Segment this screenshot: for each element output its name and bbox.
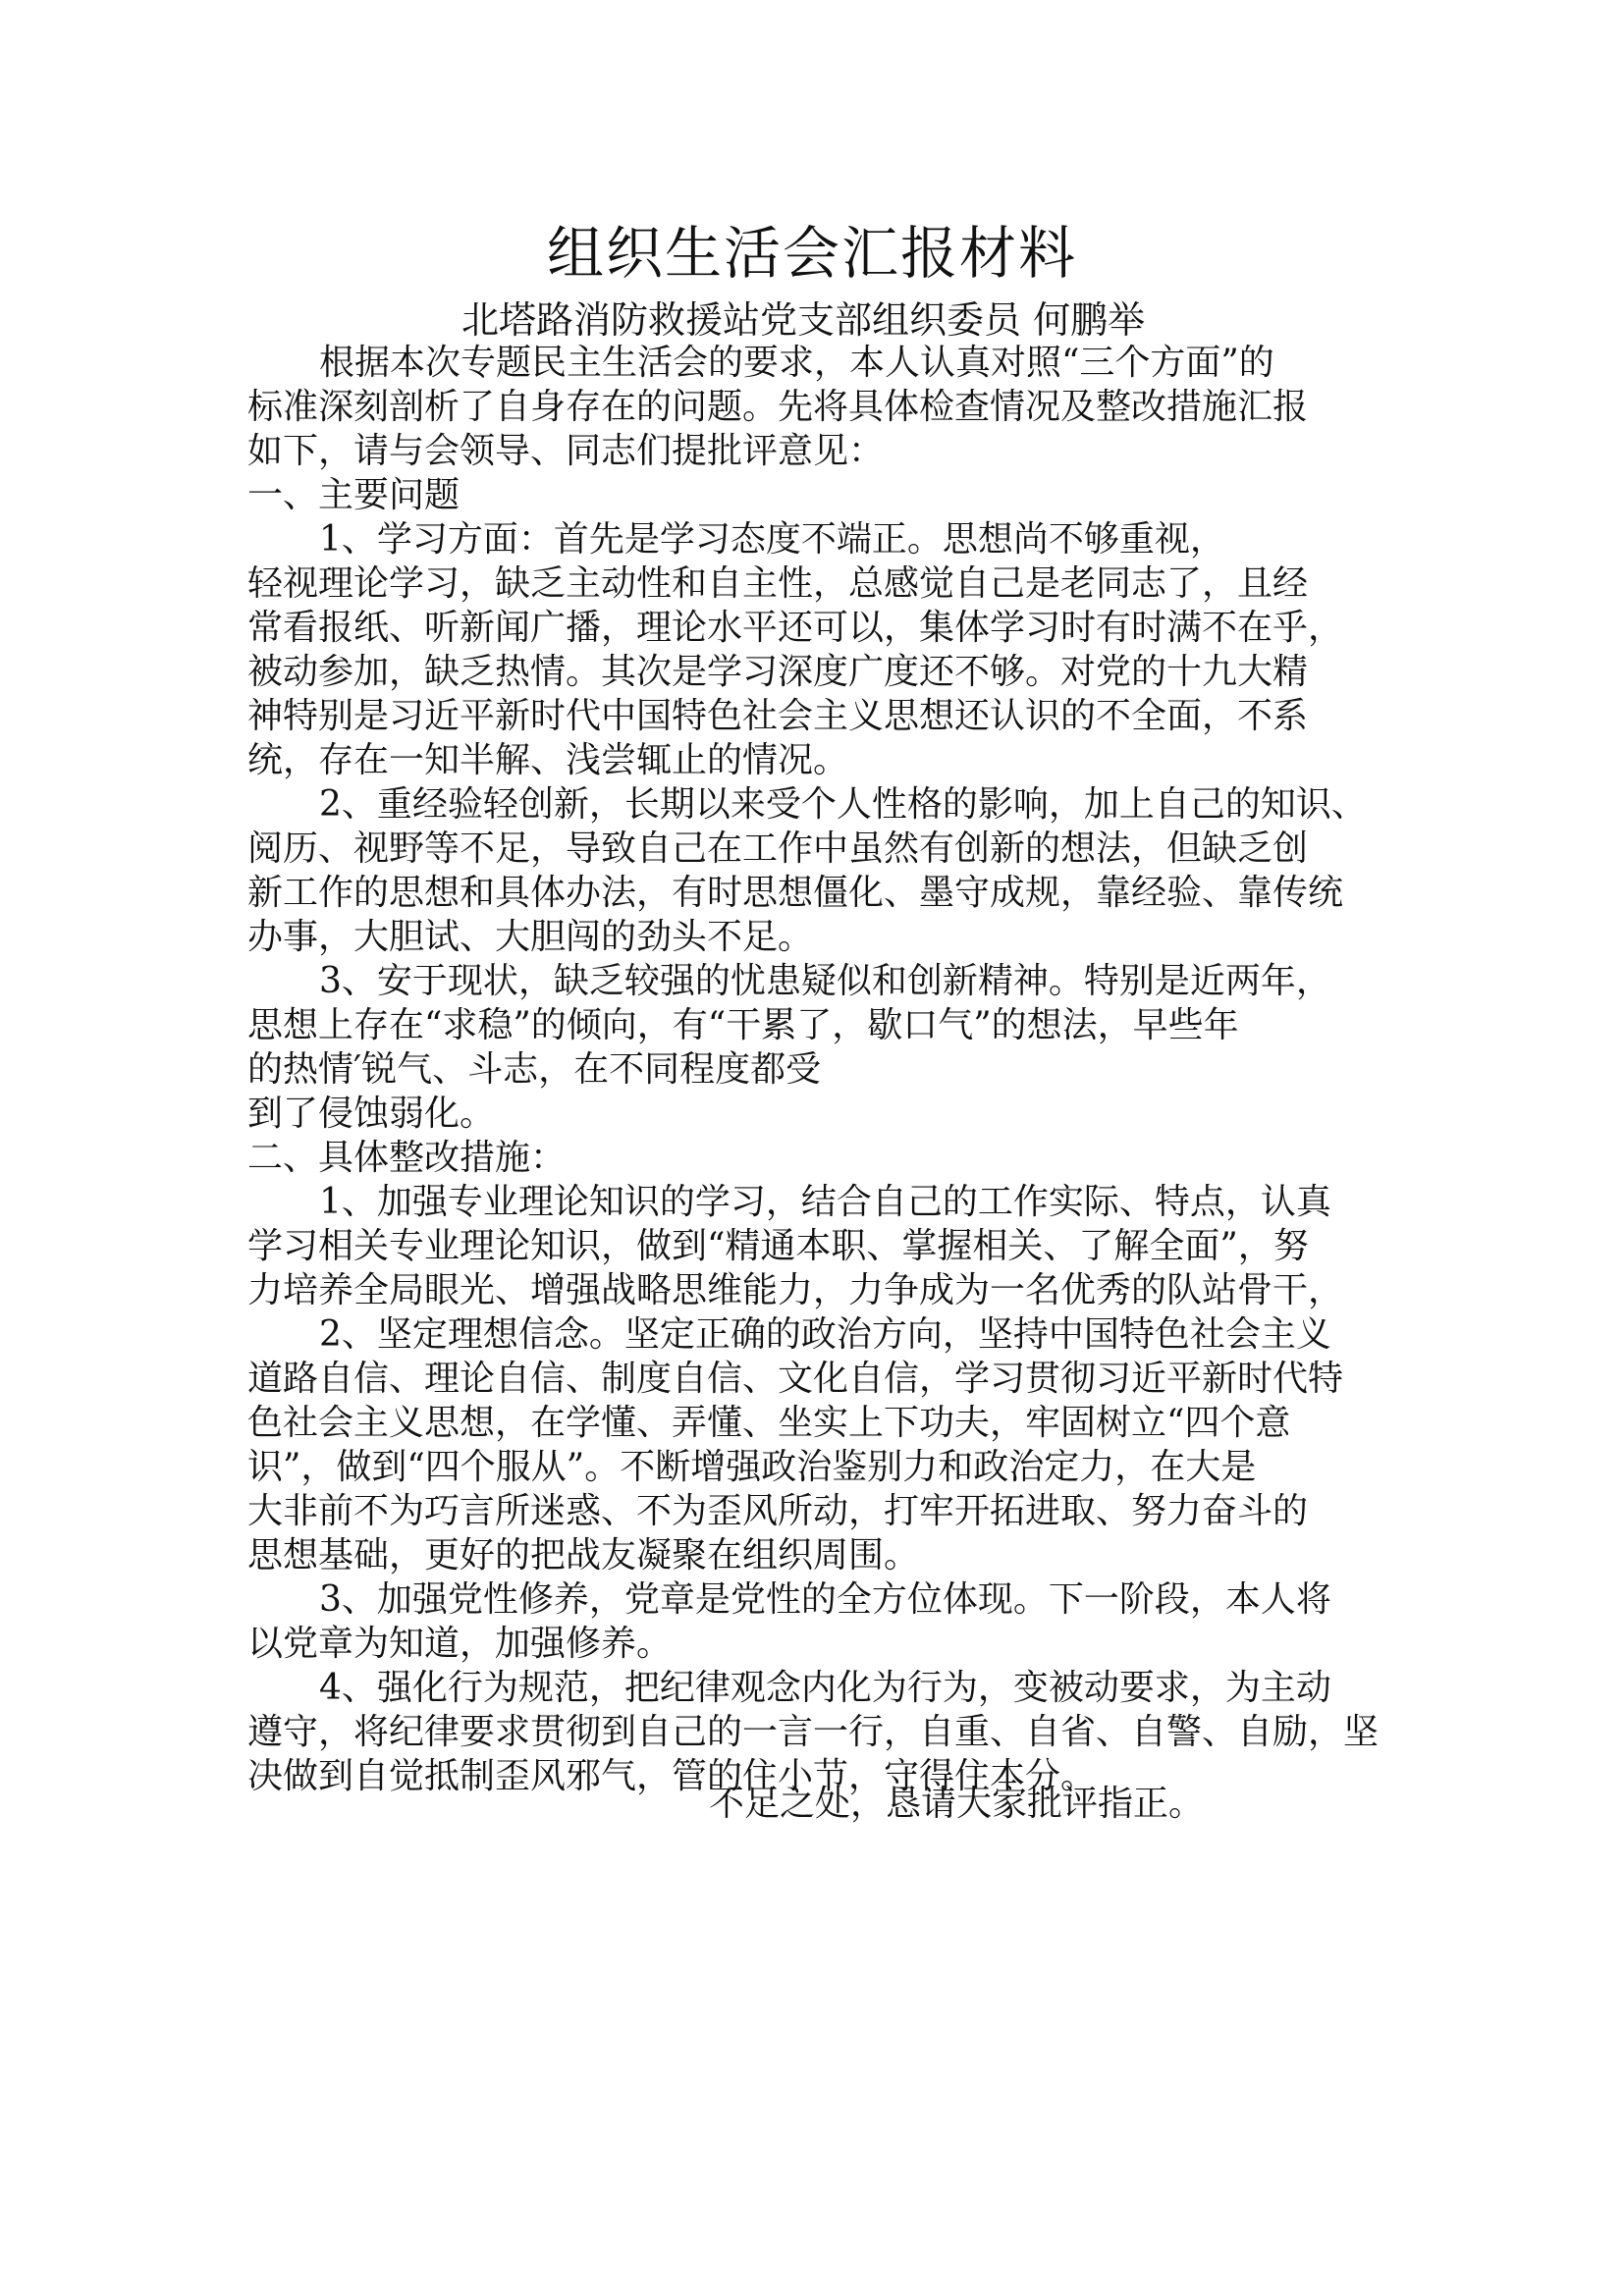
body-line: 轻视理论学习，缺乏主动性和自主性，总感觉自己是老同志了，且经	[247, 563, 1309, 604]
body-line: 大非前不为巧言所迷惑、不为歪风所动，打牢开拓进取、努力奋斗的	[247, 1491, 1309, 1531]
body-line: 被动参加，缺乏热情。其次是学习深度广度还不够。对党的十九大精	[247, 652, 1309, 692]
body-line: 色社会主义思想，在学懂、弄懂、坐实上下功夫，牢固树立“四个意	[247, 1403, 1291, 1443]
body-line: 思想上存在“求稳”的倾向，有“干累了，歇口气”的想法，早些年	[247, 1005, 1239, 1045]
document-subtitle: 北塔路消防救援站党支部组织委员 何鹏举	[461, 298, 1146, 342]
body-line: 的热情′锐气、斗志，在不同程度都受	[247, 1049, 822, 1090]
body-line: 新工作的思想和具体办法，有时思想僵化、墨守成规，靠经验、靠传统	[247, 873, 1344, 913]
body-line: 标准深刻剖析了自身存在的问题。先将具体检查情况及整改措施汇报	[247, 387, 1309, 427]
body-line: 3、安于现状，缺乏较强的忧患疑似和创新精神。特别是近两年，	[319, 961, 1331, 1001]
body-line: 以党章为知道，加强修养。	[247, 1624, 673, 1664]
body-line: 常看报纸、听新闻广播，理论水平还可以，集体学习时有时满不在乎，	[247, 608, 1344, 648]
section-heading: 一、主要问题	[247, 475, 460, 515]
body-line: 思想基础，更好的把战友凝聚在组织周围。	[247, 1535, 920, 1575]
body-line: 力培养全局眼光、增强战略思维能力，力争成为一名优秀的队站骨干，	[247, 1270, 1344, 1310]
section-heading: 二、具体整改措施：	[247, 1138, 567, 1178]
body-line: 道路自信、理论自信、制度自信、文化自信，学习贯彻习近平新时代特	[247, 1359, 1344, 1399]
body-line: 到了侵蚀弱化。	[247, 1094, 496, 1134]
body-line: 阅历、视野等不足，导致自己在工作中虽然有创新的想法，但缺乏创	[247, 828, 1309, 869]
body-line: 办事，大胆试、大胆闯的劲头不足。	[247, 917, 814, 957]
body-line: 4、强化行为规范，把纪律观念内化为行为，变被动要求，为主动	[319, 1668, 1331, 1708]
document-title: 组织生活会汇报材料	[546, 220, 1077, 287]
body-line: 遵守，将纪律要求贯彻到自己的一言一行，自重、自省、自警、自励，坚	[247, 1712, 1380, 1752]
body-line: 2、坚定理想信念。坚定正确的政治方向，坚持中国特色社会主义	[319, 1314, 1331, 1355]
body-line: 统，存在一知半解、浅尝辄止的情况。	[247, 740, 849, 780]
body-line: 识”，做到“四个服从”。不断增强政治鉴别力和政治定力，在大是	[247, 1447, 1257, 1487]
body-line: 如下，请与会领导、同志们提批评意见：	[247, 431, 885, 471]
body-line: 学习相关专业理论知识，做到“精通本职、掌握相关、了解全面”，努	[247, 1226, 1309, 1266]
body-line: 1、加强专业理论知识的学习，结合自己的工作实际、特点，认真	[319, 1182, 1331, 1222]
body-line: 决做到自觉抵制歪风邪气，管的住小节，守得住本分。	[247, 1756, 1097, 1796]
body-line: 3、加强党性修养，党章是党性的全方位体现。下一阶段，本人将	[319, 1579, 1331, 1620]
body-line: 根据本次专题民主生活会的要求，本人认真对照“三个方面”的	[319, 343, 1274, 383]
closing-remark: 不足之处，恳请大家批评指正。	[709, 1784, 1205, 1824]
body-line: 神特别是习近平新时代中国特色社会主义思想还认识的不全面，不系	[247, 696, 1309, 736]
body-line: 2、重经验轻创新，长期以来受个人性格的影响，加上自己的知识、	[319, 784, 1367, 825]
body-line: 1、学习方面：首先是学习态度不端正。思想尚不够重视，	[319, 519, 1225, 560]
